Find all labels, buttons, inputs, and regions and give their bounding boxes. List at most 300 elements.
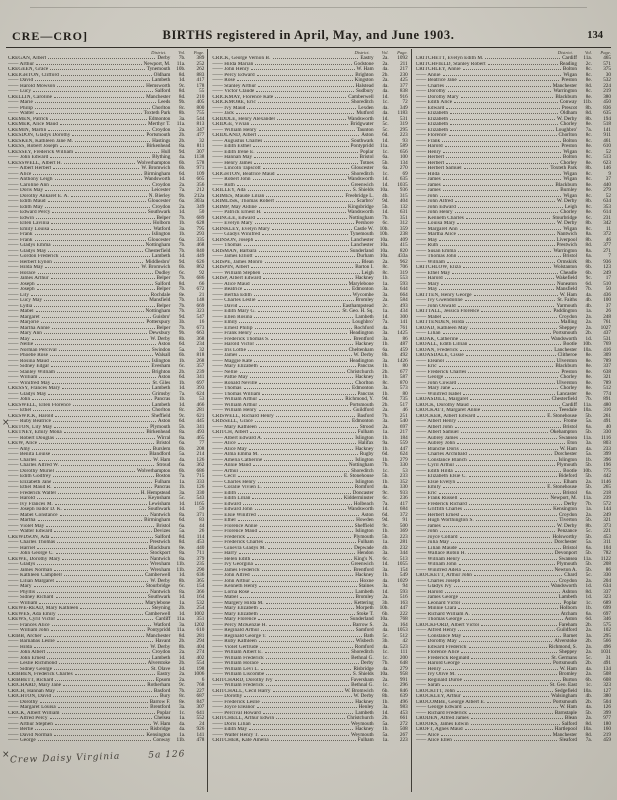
index-entry: CRETON, Lily May Plymouth 5b. 341: [8, 423, 205, 430]
handwritten-reference: 5a 126: [148, 749, 186, 761]
index-entry: —— Dorothy Warrington 8c. 219: [415, 88, 611, 94]
index-entry: —— John Henry Chorley 8e. 614: [415, 209, 611, 215]
index-entry: —— Rosina Maud Islington 1b. 268: [8, 357, 205, 364]
index-entry: —— Lilian Portsmouth 2b. 437: [415, 330, 611, 336]
index-entry: —— John Ernest Lambeth 1d. 402: [8, 654, 205, 661]
index-entry: —— George Chorley 8e. 321: [415, 374, 611, 380]
index-entry: —— Charles Henry Islington 1b. 352: [212, 478, 408, 485]
index-entry: —— John George C. Stockport 8a. 711: [8, 550, 205, 556]
index-entry: —— Florence Chorlton 8c. 911: [415, 132, 611, 138]
index-entry: —— Herbert Samuel Toxteth Park 8b. 146: [415, 165, 611, 171]
index-entry: —— Walter Toxteth Park 8b. 755: [8, 110, 205, 116]
index-entry: —— Lilian Margaret W. Derby 8b. 365: [8, 577, 205, 584]
index-entry: CRINKLEY, Evelyn Mary Castle W. 10b. 359: [212, 225, 408, 232]
index-entry: CRITCHLEY, Annie Bolton 8c. 375: [415, 66, 611, 72]
index-entry: —— Harry Hendon 3a. 344: [212, 550, 408, 556]
scan-edge-line: [30, 7, 587, 8]
index-entry: CRITCH, Albert Fulham 1a. 217: [212, 429, 408, 435]
index-entry: —— Edith Alice Conway 11b. 450: [415, 99, 611, 105]
index-entry: —— Nellie Christchurch 2b. 677: [212, 368, 408, 375]
index-entry: CROALL, Edith Lillian Bootle 10b. 769: [415, 341, 611, 347]
index-entry: —— Thomas Edmonton 3a. 573: [212, 385, 408, 391]
index-entry: —— David Lambeth 1d. 417: [8, 77, 205, 83]
index-entry: —— James Blackburn 8e. 440: [415, 181, 611, 188]
index-entry: —— Margaret Ann Wigan 8c. 11: [415, 225, 611, 232]
vol-header: Vol.: [178, 50, 186, 55]
index-entry: —— Harold Preston 8e. 610: [415, 143, 611, 149]
index-entry: CRICKMAY, Florence Kate Camberwell 1d. 916: [212, 93, 408, 100]
index-entry: —— Edward Holbeach 7a. 417: [212, 500, 408, 507]
index-entry: —— Albert Herbert W. Bromwich 6b. 971: [8, 165, 205, 171]
index-entry: —— James Norman Wrexham 11b. 290: [8, 566, 205, 573]
index-entry: —— Alice Birmingham 6d. 109: [8, 170, 205, 177]
index-entry: —— Dorothy Ankaret E. A. N. Bierley 9b. 212a: [8, 192, 205, 199]
index-entry: —— Violet Gertrude Romford 4a. 523: [212, 643, 408, 650]
index-entry: CRESWELL, Ellen Florence Lambeth 1d. 466: [8, 401, 205, 408]
index-entry: —— Elizabeth W. Derby 8b. 194: [415, 115, 611, 122]
index-entry: —— Stanley Arthur Halstead 4a. 377: [212, 82, 408, 89]
index-entry: —— Harold George Portsmouth 2b. 491: [415, 660, 611, 666]
index-entry: —— Lorna Rose Lambeth 1d. 593: [212, 588, 408, 595]
index-entry: —— Patrick Ernest H. Wandsworth 1d. 631: [212, 209, 408, 215]
index-entry: —— Sarah St. Geo. East 1c. 323: [415, 682, 611, 688]
index-entry: —— William John Pontypridd 11a. 610: [8, 627, 205, 633]
index-entry: CRIBB, Archer Manchester 8d. 281: [8, 632, 205, 639]
index-entry: CREGAN, Albert Derby 7b. 389: [8, 55, 205, 61]
index-entry: —— James Wigan 8c. 37: [415, 176, 611, 182]
index-entry: —— David Norman Kensington 1a. 141: [8, 731, 205, 738]
index-entry: CRIGHTON, Beatrice Maud Shoreditch 1c. 69: [212, 170, 408, 177]
index-entry: —— Kenneth Henry Staines 3a. 94: [212, 583, 408, 589]
index-entry: —— William Stephen Leigh 8c. 319: [212, 269, 408, 276]
index-entry: CRITCHETT, Evelyn Edith M. Cardiff 11a. 465: [415, 55, 611, 61]
index-entry: —— Sidney George St. Olave 1d. 198: [8, 665, 205, 672]
index-entry: —— Constance Blanch Islington 1b. 396: [415, 456, 611, 463]
page-col-header: Page.: [397, 50, 408, 55]
index-entry: CREIGHTON, Clifford Oldham 8d. 883: [8, 71, 205, 78]
index-entry: —— Frank Islington 1b. 293: [8, 231, 205, 237]
index-entry: —— John Albert Croydon 2a. 274: [8, 649, 205, 655]
index-entry: —— Lilian Maude Bristol 6a. 104: [415, 544, 611, 551]
index-entry: —— Elizabeth Chorley 8e. 518: [415, 121, 611, 127]
index-entry: —— Frank Russell Newport, M. 11a. 239: [415, 495, 611, 501]
index-entry: —— Percy Edward Brighton 2b. 230: [212, 71, 408, 78]
index-entry: —— Philip Chorlton 8c. 800: [8, 104, 205, 111]
index-entry: —— Eric Blackburn 8e. 337: [415, 363, 611, 369]
index-entry: —— Reginald Arthur Samford 4a. 1053: [212, 627, 408, 633]
index-entry: —— Ronald Neville Chorlton 8c. 870: [212, 379, 408, 386]
index-entry: —— Herbert Ernest Croydon 2a. 249: [415, 511, 611, 518]
index-entry: —— Robert John Wandsworth 1d. 635: [212, 176, 408, 182]
index-entry: CROCKETT, Arthur John Chard 5c. 330: [415, 572, 611, 578]
index-entry: CREWDSON, Ada Salford 8d. 114: [8, 533, 205, 540]
index-entry: —— Charles Thomas Prestwich 8d. 453: [8, 539, 205, 545]
index-entry: —— Minnie Clara Holborn 1b. 699: [415, 605, 611, 611]
index-entry: —— David Easthampstead 2c. 493: [212, 302, 408, 309]
index-entry: —— Kathleen Campbell Camberwell 1d. 636: [8, 572, 205, 578]
index-entry: —— Albert John Bristol 6a. 40: [415, 423, 611, 430]
index-entry: CRICKMORE, Eric Shoreditch 1c. 72: [212, 99, 408, 105]
index-entry: —— Alice Manchester 8d. 219: [415, 731, 611, 738]
index-entry: —— Alice Maud Marylebone 1a. 593: [212, 280, 408, 287]
index-entry: —— Edwin Belper 7b. 689: [8, 214, 205, 221]
index-entry: —— William Henry Guildford 2a. 46: [212, 407, 408, 413]
index-entry: —— Dorothy May Alverstoke 2b. 566: [415, 638, 611, 644]
index-entry: CROCKLEY, Arthur Walsingham 4b. 380: [415, 693, 611, 699]
index-entry: —— Harold Keynsham 5c. 543: [8, 495, 205, 501]
index-entry: CRISMAN, Barbara Sunderland 10a. 820: [212, 247, 408, 254]
index-entry: CRICH, Hannah May Basford 7b. 227: [8, 687, 205, 694]
index-entry: —— Dorothy Barrow F. 8e. 847: [8, 698, 205, 705]
index-entry: CRIBBEN, Frederick Charles Eastry 2a. 1006: [8, 671, 205, 677]
index-entry: —— Ernest Philip Rochford 4a. 761: [212, 324, 408, 331]
index-entry: —— Harold Victor Hackney 1b. 487: [212, 341, 408, 347]
index-entry: —— Percival Howard Lambeth 1d. 453: [212, 709, 408, 716]
index-entry: CRIBBETT, Richard Epsom 2a. 6: [8, 676, 205, 683]
index-entry: —— Harold Mowson Hemsworth 9c. 178: [8, 82, 205, 89]
index-entry: —— Margaret Louisa Brentford 3a. 307: [8, 704, 205, 710]
index-entry: —— Walter Henry T. Weymouth 5a. 267: [212, 731, 408, 738]
index-entry: —— Reginald George T. Bath 5c. 512: [212, 632, 408, 639]
index-entry: —— Herbert Chorley 8e. 623: [415, 159, 611, 166]
index-entry: —— Edward Frederick Richmond, S. 2a. 496: [415, 643, 611, 650]
index-entry: CROASDILL, Margaret Chesterfield 7b. 891: [415, 396, 611, 402]
index-entry: CRIMP, May Aldine Kingsbridge 5b. 132: [212, 203, 408, 210]
index-entry: —— Ethel Maud R. Pancras 1b. 126: [8, 484, 205, 490]
index-entry: —— Ivy Maud Lexden 4a. 349: [212, 104, 408, 111]
index-entry: —— Florence Maud Islington 1b. 369: [212, 528, 408, 534]
index-entry: —— Mary Florence Sunderland 10a. 768: [212, 616, 408, 622]
index-entry: —— Charles Leslie Bromley 2a. 584: [212, 297, 408, 303]
index-entry: —— Emily E. Stonehouse 5b. 265: [415, 484, 611, 490]
index-entry: —— John Edward Blything 4a. 1138: [8, 154, 205, 160]
index-entry: —— Edith Hilda Bootle 10b. 775: [415, 467, 611, 474]
index-entry: —— William Levi L. Risbridge 4a. 279: [212, 665, 408, 672]
index-entry: —— Iris Lottie Cheltenham 6a. 459: [212, 346, 408, 353]
index-entry: —— Arthur Newport, M. 11a. 252: [8, 60, 205, 67]
index-entry: —— Frank Bolton 8c. 461: [415, 137, 611, 144]
index-entry: —— Hilda W. Derby 8b. 404: [8, 643, 205, 650]
column-header: [212, 49, 407, 56]
index-entry: —— May Liverpool 8b. 46: [415, 236, 611, 243]
index-entry: —— Wallace Robin H. Devonport 5b. 782: [415, 550, 611, 556]
margin-x-mark: ×: [2, 750, 10, 760]
index-entry: —— Lucy May Mansfield 7b. 148: [8, 297, 205, 303]
index-entry: —— Frederick Thomas S. Brentford 3a. 86: [212, 335, 408, 342]
index-entry: CROCK, Dorothy Maud Cardiff 11a. 480: [415, 401, 611, 408]
index-entry: —— Gladys May Grimsby 7a. 624: [8, 390, 205, 397]
index-entry: —— Eric Bristol 6a. 218: [415, 489, 611, 496]
index-entry: —— Joseph Salford 8d. 66: [8, 280, 205, 287]
index-entry: —— Charles W. Ham 4a. 126: [8, 456, 205, 463]
index-entry: —— Thomas John Bristol 6a. 7: [415, 253, 611, 259]
index-entry: —— Albert Samuel Okehampton 5b. 330: [415, 429, 611, 435]
index-entry: —— Barnabas Leslie Havant 2b. 294: [8, 638, 205, 644]
index-entry: CRELLIN, Caroline Manchester 8d. 210: [8, 93, 205, 100]
index-entry: —— Gordon Frederick Lambeth 1d. 449: [8, 253, 205, 259]
index-entry: —— Winifred Adela Newton A. 5b. 86: [415, 566, 611, 573]
page-header: [0, 27, 617, 47]
index-entry: CREMER, Alice Maud Merthyr T. 11a. 813: [8, 121, 205, 127]
index-entry: CROCKITT, John Sedgefield 10a. 127: [415, 687, 611, 694]
index-entry: —— Edith Irene E. Poplar 1c. 656: [212, 148, 408, 155]
index-entry: —— Dorothy Mary Blackburn 8e. 380: [415, 93, 611, 100]
index-entry: CRITCHELL, Arthur Edwin Christchurch 2b. 661: [212, 715, 408, 721]
index-entry: —— Percy McKenzie H. Barrow S. 2a. 164: [212, 621, 408, 628]
index-entry: CROASDALE, Cissie Clitheroe 8e. 309: [415, 352, 611, 358]
district-header: District.: [557, 50, 573, 55]
index-entry: —— Ivy Frances M. Lewisham 1d. 1165: [8, 500, 205, 507]
index-entry: —— Cecil E. Stonehouse 5b. 233: [212, 473, 408, 479]
index-entry: CRITCHER, Kate Amelia Fulham 1a. 223: [212, 737, 408, 743]
index-entry: —— Cyril Arthur Plymouth 5b. 196: [415, 462, 611, 468]
index-entry: —— Frederick Richard Derby 7b. 572: [415, 500, 611, 507]
index-column-1: [4, 49, 207, 792]
index-entry: —— Griffith Charles Kensington 1a. 144: [415, 506, 611, 512]
index-entry: —— John Arthur Hoxne 4a. 1029: [212, 577, 408, 584]
index-entry: —— James George Lambeth 1d. 323: [415, 594, 611, 600]
index-entry: —— Martha Birmingham 6d. 83: [8, 517, 205, 523]
index-entry: —— William Frederick Bethnal G. 1c. 296: [212, 682, 408, 688]
index-entry: —— Norman Percival Swindon 5a. 32: [8, 346, 205, 353]
index-entry: —— Mary Nuneaton 6d. 510: [415, 280, 611, 287]
index-entry: —— Amy Burslem 6b. 208: [8, 445, 205, 452]
index-entry: —— William Horace Derby 7b. 648: [212, 660, 408, 666]
index-entry: —— Gladys Wrexham 11b. 235: [8, 561, 205, 567]
vol-header: Vol.: [584, 50, 592, 55]
district-header: District.: [354, 50, 370, 55]
index-entry: —— Mary Elizabeth Pancras 1b. 80: [212, 363, 408, 369]
index-entry: —— Herbert Bolton 8c. 513: [415, 154, 611, 160]
index-entry: —— Phoebe Rose Walsall 6b. 818: [8, 352, 205, 358]
index-entry: —— Coralie Vivien L. Romford 4a. 330: [212, 484, 408, 490]
index-entry: —— Frederick Charles Fulham 1a. 281: [212, 539, 408, 545]
index-entry: —— Edward Percy Southwark 1d. 50: [8, 209, 205, 215]
index-entry: —— George Edward W. Ham 4a. 126: [415, 704, 611, 710]
index-entry: —— Ruth Prestwich 8d. 377: [415, 242, 611, 248]
index-entry: —— Leslie Richmond Alverstoke 2b. 554: [8, 660, 205, 666]
index-entry: —— Ethel May Cheadle 6b. 249: [415, 269, 611, 276]
index-entry: —— Beatrice Edmonton 3a. 644: [212, 286, 408, 292]
index-entry: —— Jack Mutford 4a. 1183: [212, 110, 408, 116]
index-entry: —— Florence Alice Sheppey 2a. 1031: [415, 649, 611, 655]
index-entry: —— Doris Lilian Weymouth 5a. 272: [212, 720, 408, 727]
index-entry: —— Richard William A. Atcham 6a. 697: [415, 610, 611, 617]
index-entry: —— Hugh Worthington S. Tiverton 5b. 321: [415, 517, 611, 523]
index-entry: —— Alice Halifax 9a. 559: [212, 440, 408, 446]
page-col-header: Page.: [600, 50, 611, 55]
index-entry: —— Annie Maud Nottingham 7b. 330: [212, 462, 408, 468]
index-entry: —— Mary Stourbridge 6c. 154: [8, 583, 205, 589]
index-entry: —— John Wigan 8c. 52: [415, 192, 611, 199]
index-entry: CROCKER, Albert Edward E. Stonehouse 5b. 261: [415, 412, 611, 419]
index-entry: —— Mary Elizabeth Morpeth 10b. 447: [212, 605, 408, 611]
handwritten-name: Crew Daisy Virginia: [9, 751, 121, 766]
header-rule: [6, 47, 611, 48]
index-entry: —— Thomas George Aston 6d. 346: [415, 616, 611, 622]
index-entry: —— Phyllis Nantwich 8a. 366: [8, 588, 205, 595]
index-entry: —— Ruby Kathleen Wisbech 3b. 42: [212, 638, 408, 644]
index-entry: —— Ivy Gwendoline St. Faiths 4b. 100: [415, 297, 611, 303]
index-entry: —— Emily Louisa Watford 3a. 795: [8, 225, 205, 232]
page-title: BIRTHS registered in April, May, and June 1903.: [162, 28, 455, 42]
index-entry: —— Gladys Emma Nottingham 7b. 468: [8, 242, 205, 248]
index-entry: —— Anthony Leigh Wandsworth 1d. 665: [8, 176, 205, 182]
index-entry: —— Pattie May Hackney 1b. 587: [212, 374, 408, 380]
index-entry: —— Helen Edith King's N. 6c. 513: [212, 555, 408, 562]
index-entry: CREMIN, Martin Croydon 2a. 347: [8, 126, 205, 133]
index-entry: CROOKS, James Edwin Salford 8d. 180: [415, 720, 611, 727]
index-entry: —— Margery Hilda M. Kettering 3b. 163: [212, 599, 408, 606]
index-entry: CREWE-READ, Mary Kathleen Steyning 2b. 254: [8, 605, 205, 611]
index-entry: —— William Marylebone 1a. 532: [8, 599, 205, 606]
index-entry: —— Edith Lilian Kidderminster 6c. 236: [212, 495, 408, 501]
index-entry: CREWE, Dorothy Mary Nantwich 8a. 379: [8, 555, 205, 562]
index-entry: —— Harold Ashton 8d. 337: [415, 588, 611, 595]
index-entry: —— Frank Gloucester 6a. 335: [8, 236, 205, 243]
index-entry: —— Edith Esther Pontypridd 11a. 589: [212, 143, 408, 149]
index-entry: CRESWICK, Harold Sheffield 9c. 621: [8, 412, 205, 419]
index-entry: —— Alfred Henry Guildford 2a. 102: [415, 627, 611, 633]
index-entry: —— Emily Loughbro' 7a. 141: [212, 319, 408, 325]
page-number: 134: [587, 30, 603, 41]
index-entry: —— Caroline Ann Croydon 2a. 356: [8, 181, 205, 188]
index-entry: —— Herbert Eynon Middlesbro' 9d. 626: [8, 258, 205, 265]
district-header: District.: [151, 50, 167, 55]
index-entry: —— Kenneth Charles Stourbridge 6c. 231: [415, 214, 611, 221]
index-entry: —— Bertie Risbridge 4a. 926: [8, 726, 205, 732]
index-entry: —— Alice May Hackney 1b. 447: [212, 445, 408, 452]
index-entry: —— May Mansfield 7b. 50: [415, 286, 611, 292]
index-entry: —— Mabel Croydon 2a. 248: [415, 313, 611, 320]
index-entry: CREGEEN, Grace Tynemouth 10b. 262: [8, 66, 205, 72]
index-entry: —— William Henry Swansea 11a. 1122: [415, 555, 611, 562]
index-entry: —— Dorothy Muriel Wolverhampton 6b. 686: [8, 467, 205, 474]
index-entry: —— Marie Leeds 9b. 405: [8, 99, 205, 105]
index-entry: —— John Pancras 1b. 53: [8, 396, 205, 402]
index-entry: —— Louisa Mary W. Derby 8b. 342: [415, 220, 611, 226]
index-columns: [4, 49, 614, 792]
index-entry: —— Eleanor Ulverston 8e. 789: [415, 357, 611, 364]
index-entry: —— Mary Ann Dewsbury 9b. 663: [8, 330, 205, 336]
index-entry: CRISP, Albert Edward Hackney 1b. 553: [212, 275, 408, 281]
index-entry: —— Henry Wigan 8c. 52: [415, 148, 611, 155]
column-header: [416, 49, 611, 56]
index-entry: —— Edith Mary G. St. Geo. H. Sq. 1a. 434: [212, 308, 408, 314]
index-entry: —— Edith Doncaster 9c. 933: [212, 489, 408, 496]
index-entry: —— Blanche Doris W. Ham 4a. 233: [415, 445, 611, 452]
index-entry: —— Lincoln Tapscott Gloucester 6a. 270: [212, 165, 408, 171]
index-column-2: [207, 49, 410, 792]
index-entry: —— Harold Wakefield 9c. 17: [415, 275, 611, 281]
index-entry: CRIDDLE, Henry Alexander Wandsworth 1d. 531: [212, 115, 408, 122]
index-entry: —— Frank Henry Headington 3a. 1425: [212, 330, 408, 336]
index-entry: —— William Liscombe S. Shields 10a. 958: [212, 671, 408, 677]
index-entry: —— Hilda Wigan 8c. 9: [415, 170, 611, 177]
index-entry: CRITCHLOW, Eliza Wolstanton 6b. 123: [415, 264, 611, 270]
index-entry: —— George Conway 11b. 478: [8, 737, 205, 743]
index-entry: —— Charles Archibald Dorchester 5a. 399: [415, 451, 611, 457]
index-entry: CRESS, Robert Joseph Birkenhead 8a. 811: [8, 143, 205, 149]
index-entry: —— Hilda May W. Bromwich 6b. 862: [8, 264, 205, 270]
index-entry: CRINGLE, Edward Nottingham 7b. 351: [212, 214, 408, 221]
index-entry: —— Sidney Richard Southwark 1d. 164: [8, 594, 205, 600]
index-entry: —— Aubrey John Eton 3a. 803: [415, 440, 611, 446]
index-entry: —— William John Plymouth 5b. 208: [415, 561, 611, 567]
index-entry: —— Gladys May Chesterfield 7b. 840: [8, 247, 205, 254]
index-entry: —— Gladys Ivy Wandsworth 1d. 634: [415, 583, 611, 589]
index-entry: CROAN, Frederick Lanchester 10a. 416: [415, 346, 611, 353]
index-entry: —— John Alfred W. Derby 8b. 634: [415, 198, 611, 204]
index-entry: —— Susan Emma Warrington 8a. 271: [415, 247, 611, 254]
index-entry: —— Charles Joseph Croydon 2a. 204: [415, 577, 611, 584]
index-entry: —— Edith May Hackney 1b. 508: [212, 726, 408, 732]
index-entry: —— Joseph Isidor D. K. Southwark 1d. 59: [8, 506, 205, 512]
index-entry: CREW, Alice Bristol 6a. 77: [8, 440, 205, 446]
index-entry: —— Augustus Charles Southwark 1d. 93: [212, 137, 408, 144]
index-entry: CRISPE, James Monro Blean 2a. 962: [212, 258, 408, 265]
index-entry: —— John Edward Leigh 8c. 353: [415, 203, 611, 210]
index-entry: CREWES, Ada Emily Camberwell 1d. 1002: [8, 610, 205, 617]
index-entry: —— Alma Emma M. Rugby 6d. 624: [212, 451, 408, 457]
index-entry: —— Ginevra Gladys M. Depwade 4b. 232: [212, 544, 408, 551]
index-entry: —— Rose Kingston 2a. 425: [212, 77, 408, 83]
index-entry: —— Walter Edward Devizes 5a. 26: [8, 528, 205, 534]
index-entry: —— Mabel Nottingham 7b. 323: [8, 308, 205, 314]
index-entry: —— Elizabeth Elsie C. Bideford 5b. 442: [415, 473, 611, 479]
index-entry: CROAK, Catherine Wandsworth 1d. 531: [415, 335, 611, 342]
index-entry: —— Mabel Bromley 2a. 516: [212, 594, 408, 600]
index-entry: —— Harriet Blackburn 8e. 440: [8, 544, 205, 551]
index-entry: —— Edith Godfrey Boston 7a. 715: [8, 473, 205, 479]
index-entry: —— Doris May Leicester 7a. 212: [8, 187, 205, 193]
index-entry: —— Beatrice Jane Preston 8e. 532: [415, 77, 611, 83]
index-entry: —— James W. Derby 8b. 492: [212, 352, 408, 358]
index-entry: CRIMLISK, Thomas Robert Scarbro' 9d. 404: [212, 198, 408, 204]
index-entry: —— James W. Derby 8b. 373: [415, 522, 611, 529]
index-entry: —— Edith May Croydon 2a. 349: [8, 203, 205, 210]
index-entry: CRESKEN, Kathleen Jane M. Hastings 2b. 32: [8, 137, 205, 144]
index-entry: CRIMES, Maude Lilian Freebridge L. 4b. 315: [212, 192, 408, 199]
index-entry: —— Joyce Eleanor Henley 3a. 983: [212, 704, 408, 710]
index-entry: CRISPIN, Albert Barton I. 8c. 706: [212, 264, 408, 270]
index-entry: —— William Ormskirk 8b. 936: [415, 258, 611, 265]
index-entry: CROCOMBE, George Albert E. Portsmouth 2b. 504: [415, 698, 611, 705]
index-entry: —— Margaret Guisbro' 9d. 547: [8, 313, 205, 320]
index-entry: —— Florence Annie Sheffield 9c. 500: [212, 522, 408, 529]
index-entry: —— Sidney Edgar Evesham 6c. 357: [8, 363, 205, 369]
index-entry: —— William Aston 6d. 341: [8, 374, 205, 380]
index-entry: —— William Frederick Bethnal G. 1c. 200: [212, 654, 408, 661]
index-entry: —— Edward Prescot 8b. 836: [415, 104, 611, 111]
index-entry: —— Annie Wigan 8c. 30: [415, 71, 611, 78]
index-entry: —— James Frederick Brentford 3a. 154: [212, 566, 408, 573]
index-entry: CRICK, Albert William Poplar 1c. 641: [8, 709, 205, 716]
index-entry: —— Frederick Leslie Hackney 1b. 496: [212, 698, 408, 705]
index-entry: CRITTENDEN, Hilda Malling 2a. 761: [415, 319, 611, 325]
index-entry: CRISWELL, Richard Henry Basford 7b. 251: [212, 412, 408, 419]
index-column-3: [411, 49, 614, 792]
index-entry: CRESSWELL, Albert H. Wolverhampton 6b. 578: [8, 159, 205, 166]
index-entry: —— Thomas William Pancras 1b. 80: [212, 390, 408, 397]
index-entry: —— James Arthur Belper 7b. 686: [8, 275, 205, 281]
index-entry: —— Mary Jane Chorley 8e. 512: [415, 385, 611, 391]
index-entry: CRISSELL, Grace Edmonton 3a. 540: [212, 418, 408, 424]
column-header: [8, 49, 204, 56]
index-entry: —— Edward John Wandsworth 1d. 684: [212, 506, 408, 512]
index-entry: CRICHTON, David Bury 8c. 687: [8, 693, 205, 699]
index-entry: —— Richard Frederick Barnstaple 5b. 399: [415, 709, 611, 716]
